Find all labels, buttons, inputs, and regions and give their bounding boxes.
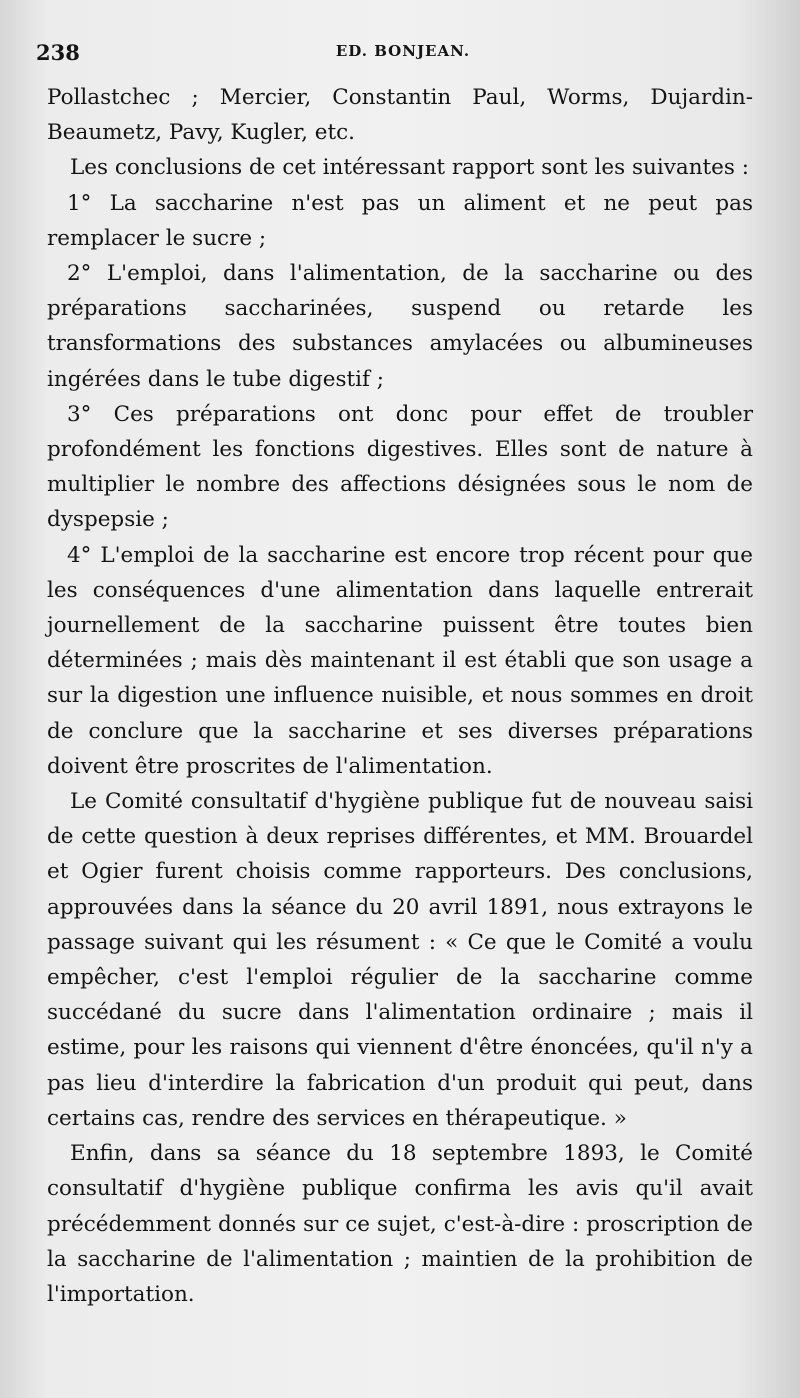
- running-head: ED. BONJEAN.: [335, 42, 471, 60]
- page-header: [36, 40, 770, 74]
- paragraph-conclusions-intro: Les conclusions de cet intéressant rapport sont les suivantes :: [70, 155, 750, 181]
- paragraph-comite-1893: Enfin, dans sa séance du 18 septembre 1893, le Comité consultatif d'hygiène publique confirma les avis qu'il avait précédemment donnés sur ce sujet, c'est-à-dire : proscription de la saccharine de l'alimentation ; maintien de la prohibition de l'importation.: [47, 1141, 753, 1307]
- conclusion-item-1: 1° La saccharine n'est pas un aliment et ne peut pas remplacer le sucre ;: [47, 190, 753, 251]
- body-text: [47, 80, 753, 1312]
- conclusion-item-3: 3° Ces préparations ont donc pour effet de troubler profondément les fonctions digestives. Elles sont de nature à multiplier le nombre des affections désignées sous le nom de dyspepsie ;: [47, 401, 753, 533]
- conclusion-item-2: 2° L'emploi, dans l'alimentation, de la saccharine ou des préparations saccharinées, suspend ou retarde les transformations des substances amylacées ou albumineuses ingérées dans le tube digestif ;: [47, 261, 753, 392]
- paragraph-comite-1891: Le Comité consultatif d'hygiène publique fut de nouveau saisi de cette question à deux reprises différentes, et MM. Brouardel et Ogier furent choisis comme rapporteurs. Des conclusions, approuvées dans la séance du 20 avril 1891, nous extrayons le passage suivant qui les résument : « Ce que le Comité a voulu empêcher, c'est l'emploi régulier de la saccharine comme succédané du sucre dans l'alimentation ordinaire ; mais il estime, pour les raisons qui viennent d'être énoncées, qu'il n'y a pas lieu d'interdire la fabrication d'un produit qui peut, dans certains cas, rendre des services en thérapeutique. »: [47, 789, 753, 1131]
- conclusion-item-4: 4° L'emploi de la saccharine est encore trop récent pour que les conséquences d'une alimentation dans laquelle entrerait journellement de la saccharine puissent être toutes bien déterminées ; mais dès maintenant il est établi que son usage a sur la digestion une influence nuisible, et nous sommes en droit de conclure que la saccharine et ses diverses préparations doivent être proscrites de l'alimentation.: [47, 542, 753, 779]
- page-number: 238: [36, 40, 80, 65]
- paragraph-authors: Pollastchec ; Mercier, Constantin Paul, Worms, Dujardin-Beaumetz, Pavy, Kugler, etc.: [47, 85, 753, 146]
